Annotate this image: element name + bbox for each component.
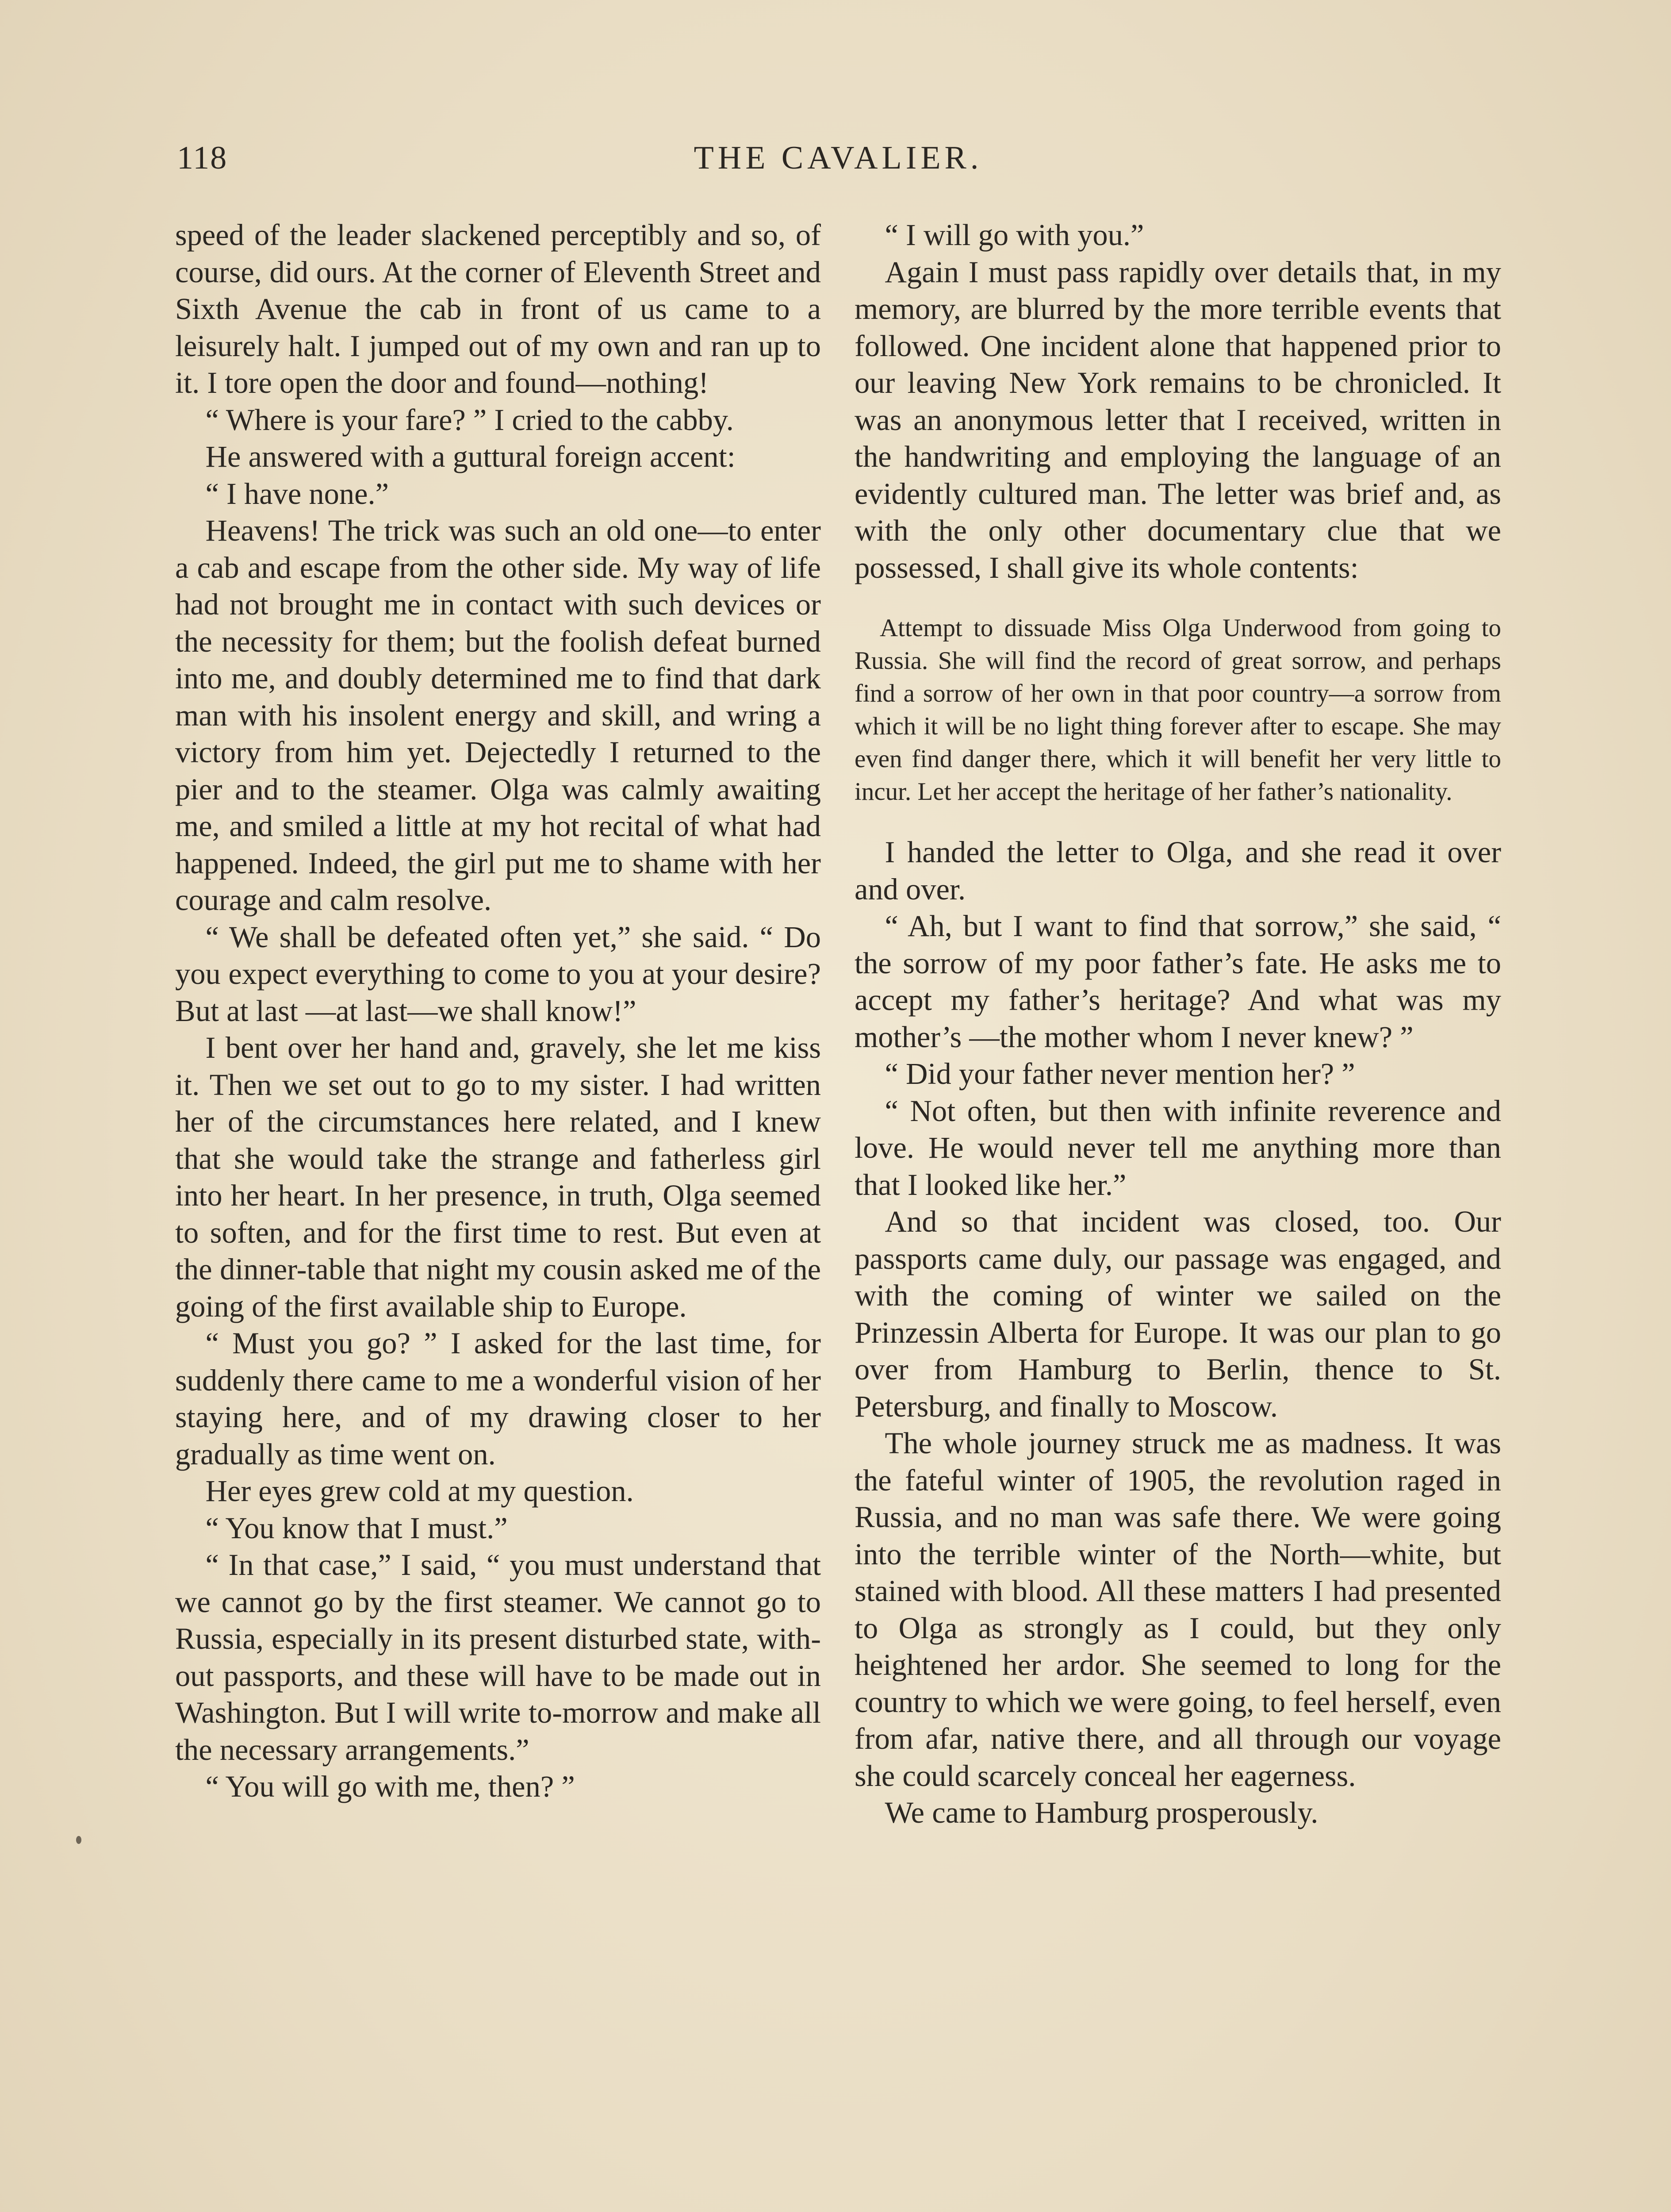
paragraph: “ Must you go? ” I asked for the last time, for suddenly there came to me a wonderful vision of her staying here, and of my drawing closer to her gradually as time went on. <box>175 1326 821 1471</box>
paragraph: Heavens! The trick was such an old one—to enter a cab and escape from the other side. My way of life had not brought me in contact with such devices or the necessity for them; but the foolish defeat burned into me, and doubly determined me to find that dark man with his insolent energy and skill, and wring a victory from him yet. Dejectedly I returned to the pier and to the steamer. Olga was calmly awaiting me, and smiled a little at my hot recital of what had happened. Indeed, the girl put me to shame with her courage and calm resolve. <box>175 514 821 917</box>
page-number: 118 <box>177 140 228 176</box>
paragraph: The whole journey struck me as madness. It was the fateful winter of 1905, the revolution raged in Russia, and no man was safe there. We were going into the terrible winter of the North—white, but stained with blood. All these matters I had presented to Olga as strongly as I could, but they only heightened her ardor. She seemed to long for the country to which we were going, to feel herself, even from afar, native there, and all through our voyage she could scarcely conceal her eagerness. <box>855 1426 1501 1793</box>
paragraph: Her eyes grew cold at my question. <box>205 1474 634 1508</box>
paragraph: I handed the letter to Olga, and she read it over and over. <box>855 835 1501 906</box>
left-column <box>175 217 821 1805</box>
paragraph: “ Not often, but then with infinite reverence and love. He would never tell me anything more than that I looked like her.” <box>855 1094 1501 1202</box>
paragraph: “ I will go with you.” <box>885 218 1144 252</box>
page-header <box>177 139 1499 192</box>
paragraph: He answered with a guttural foreign accent: <box>205 440 736 473</box>
right-column <box>855 217 1501 1832</box>
paragraph: We came to Hamburg prosperously. <box>885 1796 1318 1829</box>
paragraph: “ You will go with me, then? ” <box>205 1770 575 1803</box>
paragraph: “ In that case,” I said, “ you must understand that we cannot go by the first steamer. We cannot go to Russia, especially in its present disturbed state, without passports, and these will have to be made out in Washington. But I will write to-morrow and make all the necessary arrangements.” <box>175 1548 821 1767</box>
paragraph: “ Did your father never mention her? ” <box>885 1057 1355 1091</box>
paragraph: speed of the leader slackened perceptibly and so, of course, did ours. At the corner of Eleventh Street and Sixth Avenue the cab in front of us came to a leisurely halt. I jumped out of my own and ran up to it. I tore open the door and found—nothing! <box>175 218 821 399</box>
paragraph: “ We shall be defeated often yet,” she said. “ Do you expect everything to come to you at your desire? But at last —at last—we shall know!” <box>175 920 821 1028</box>
ink-speck <box>76 1836 81 1844</box>
paragraph: And so that incident was closed, too. Our passports came duly, our passage was engaged, and with the coming of winter we sailed on the Prinzessin Alberta for Europe. It was our plan to go over from Hamburg to Berlin, thence to St. Petersburg, and finally to Moscow. <box>855 1205 1501 1423</box>
anonymous-letter: Attempt to dissuade Miss Olga Underwood from going to Russia. She will find the record of great sorrow, and perhaps find a sorrow of her own in that poor country—a sorrow from which it will be no light thing forever after to escape. She may even find danger there, which it will benefit her very little to incur. Let her accept the heritage of her father’s nationality. <box>855 614 1501 806</box>
paragraph: I bent over her hand and, gravely, she let me kiss it. Then we set out to go to my sister. I had written her of the circumstances here related, and I knew that she would take the strange and fatherless girl into her heart. In her presence, in truth, Olga seemed to soften, and for the first time to rest. But even at the dinner-table that night my cousin asked me of the going of the first available ship to Europe. <box>175 1031 821 1323</box>
paragraph: “ Where is your fare? ” I cried to the cabby. <box>205 403 734 437</box>
paragraph: Again I must pass rapidly over details that, in my memory, are blurred by the more terrible events that followed. One incident alone that happened prior to our leaving New York remains to be chronicled. It was an anonymous letter that I received, written in the handwriting and employing the language of an evidently cultured man. The letter was brief and, as with the only other documentary clue that we possessed, I shall give its whole contents: <box>855 255 1501 584</box>
running-head: THE CAVALIER. <box>694 140 983 176</box>
paragraph: “ You know that I must.” <box>205 1511 508 1545</box>
paragraph: “ I have none.” <box>205 476 389 511</box>
paragraph: “ Ah, but I want to find that sorrow,” she said, “ the sorrow of my poor father’s fate. He asks me to accept my father’s heritage? And what was my mother’s —the mother whom I never knew? ” <box>855 909 1501 1054</box>
